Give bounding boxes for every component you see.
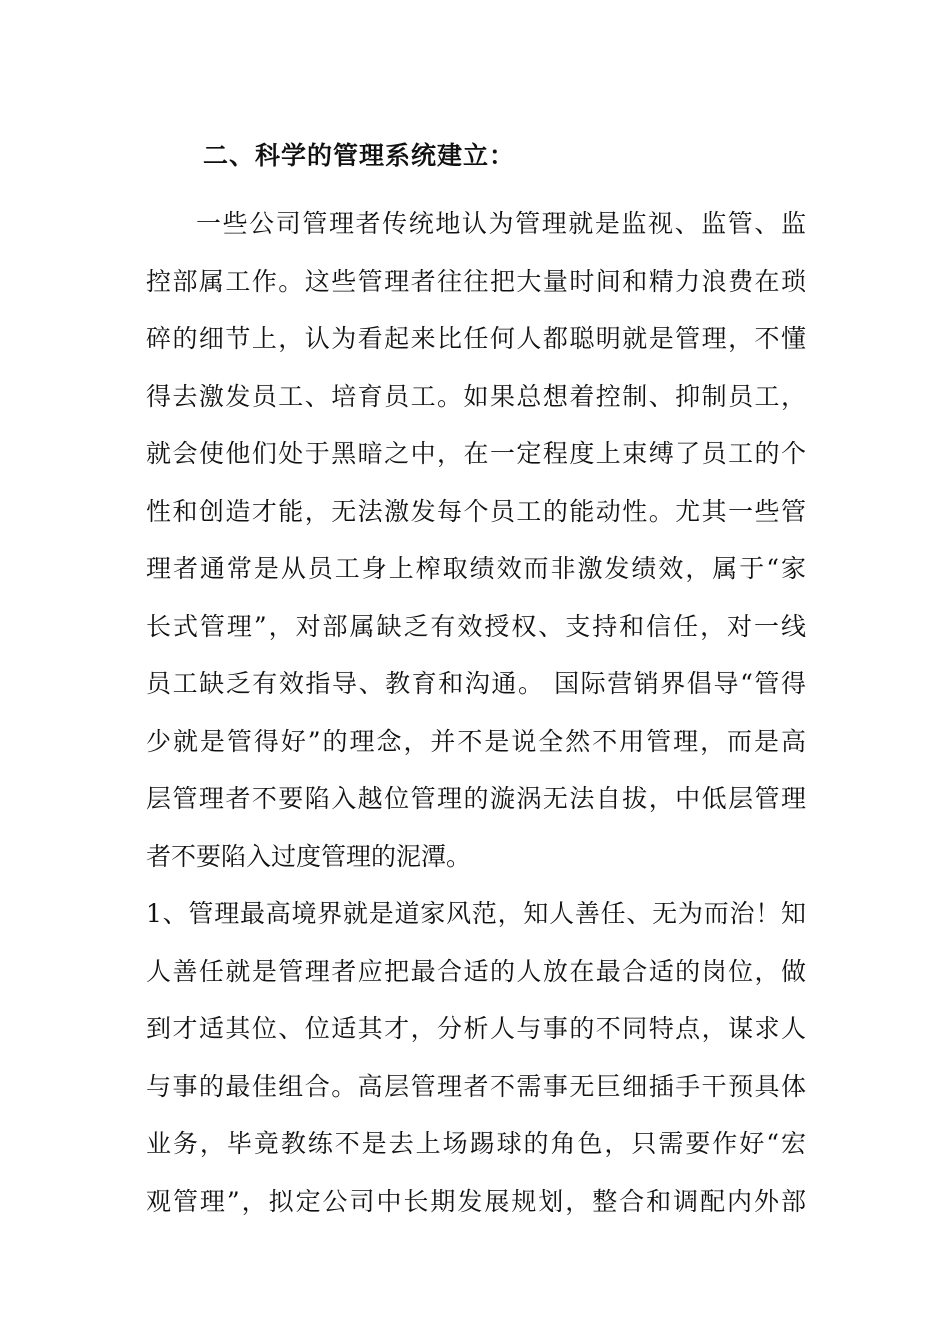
paragraph-line: 性和创造才能，无法激发每个员工的能动性。尤其一些管 [146, 496, 806, 526]
paragraph-line: 人善任就是管理者应把最合适的人放在最合适的岗位，做 [146, 956, 806, 986]
paragraph-line: 碎的细节上，认为看起来比任何人都聪明就是管理，不懂 [146, 324, 806, 353]
paragraph-line: 理者通常是从员工身上榨取绩效而非激发绩效，属于“家 [146, 554, 806, 583]
paragraph-line: 到才适其位、位适其才，分析人与事的不同特点，谋求人 [146, 1014, 806, 1043]
paragraph-line: 得去激发员工、培育员工。如果总想着控制、抑制员工， [146, 381, 806, 411]
paragraph-line: 一些公司管理者传统地认为管理就是监视、监管、监 [196, 209, 806, 238]
body-text [146, 202, 806, 1237]
paragraph-line: 就会使他们处于黑暗之中，在一定程度上束缚了员工的个 [146, 439, 806, 468]
paragraph-line: 业务，毕竟教练不是去上场踢球的角色，只需要作好“宏 [146, 1129, 806, 1158]
paragraph-line: 1、管理最高境界就是道家风范，知人善任、无为而治！知 [146, 899, 806, 928]
section-heading: 二、科学的管理系统建立： [203, 141, 516, 170]
paragraph-line: 员工缺乏有效指导、教育和沟通。 国际营销界倡导“管得 [146, 669, 806, 698]
paragraph-line: 者不要陷入过度管理的泥潭。 [146, 841, 472, 871]
paragraph-line: 与事的最佳组合。高层管理者不需事无巨细插手干预具体 [146, 1071, 806, 1101]
paragraph-line: 长式管理”，对部属缺乏有效授权、支持和信任，对一线 [146, 611, 806, 641]
paragraph-line: 少就是管得好”的理念，并不是说全然不用管理，而是高 [146, 726, 806, 756]
paragraph-line: 层管理者不要陷入越位管理的漩涡无法自拔，中低层管理 [146, 784, 806, 813]
paragraph-line: 观管理”，拟定公司中长期发展规划，整合和调配内外部 [146, 1186, 806, 1216]
paragraph-line: 控部属工作。这些管理者往往把大量时间和精力浪费在琐 [146, 266, 806, 296]
